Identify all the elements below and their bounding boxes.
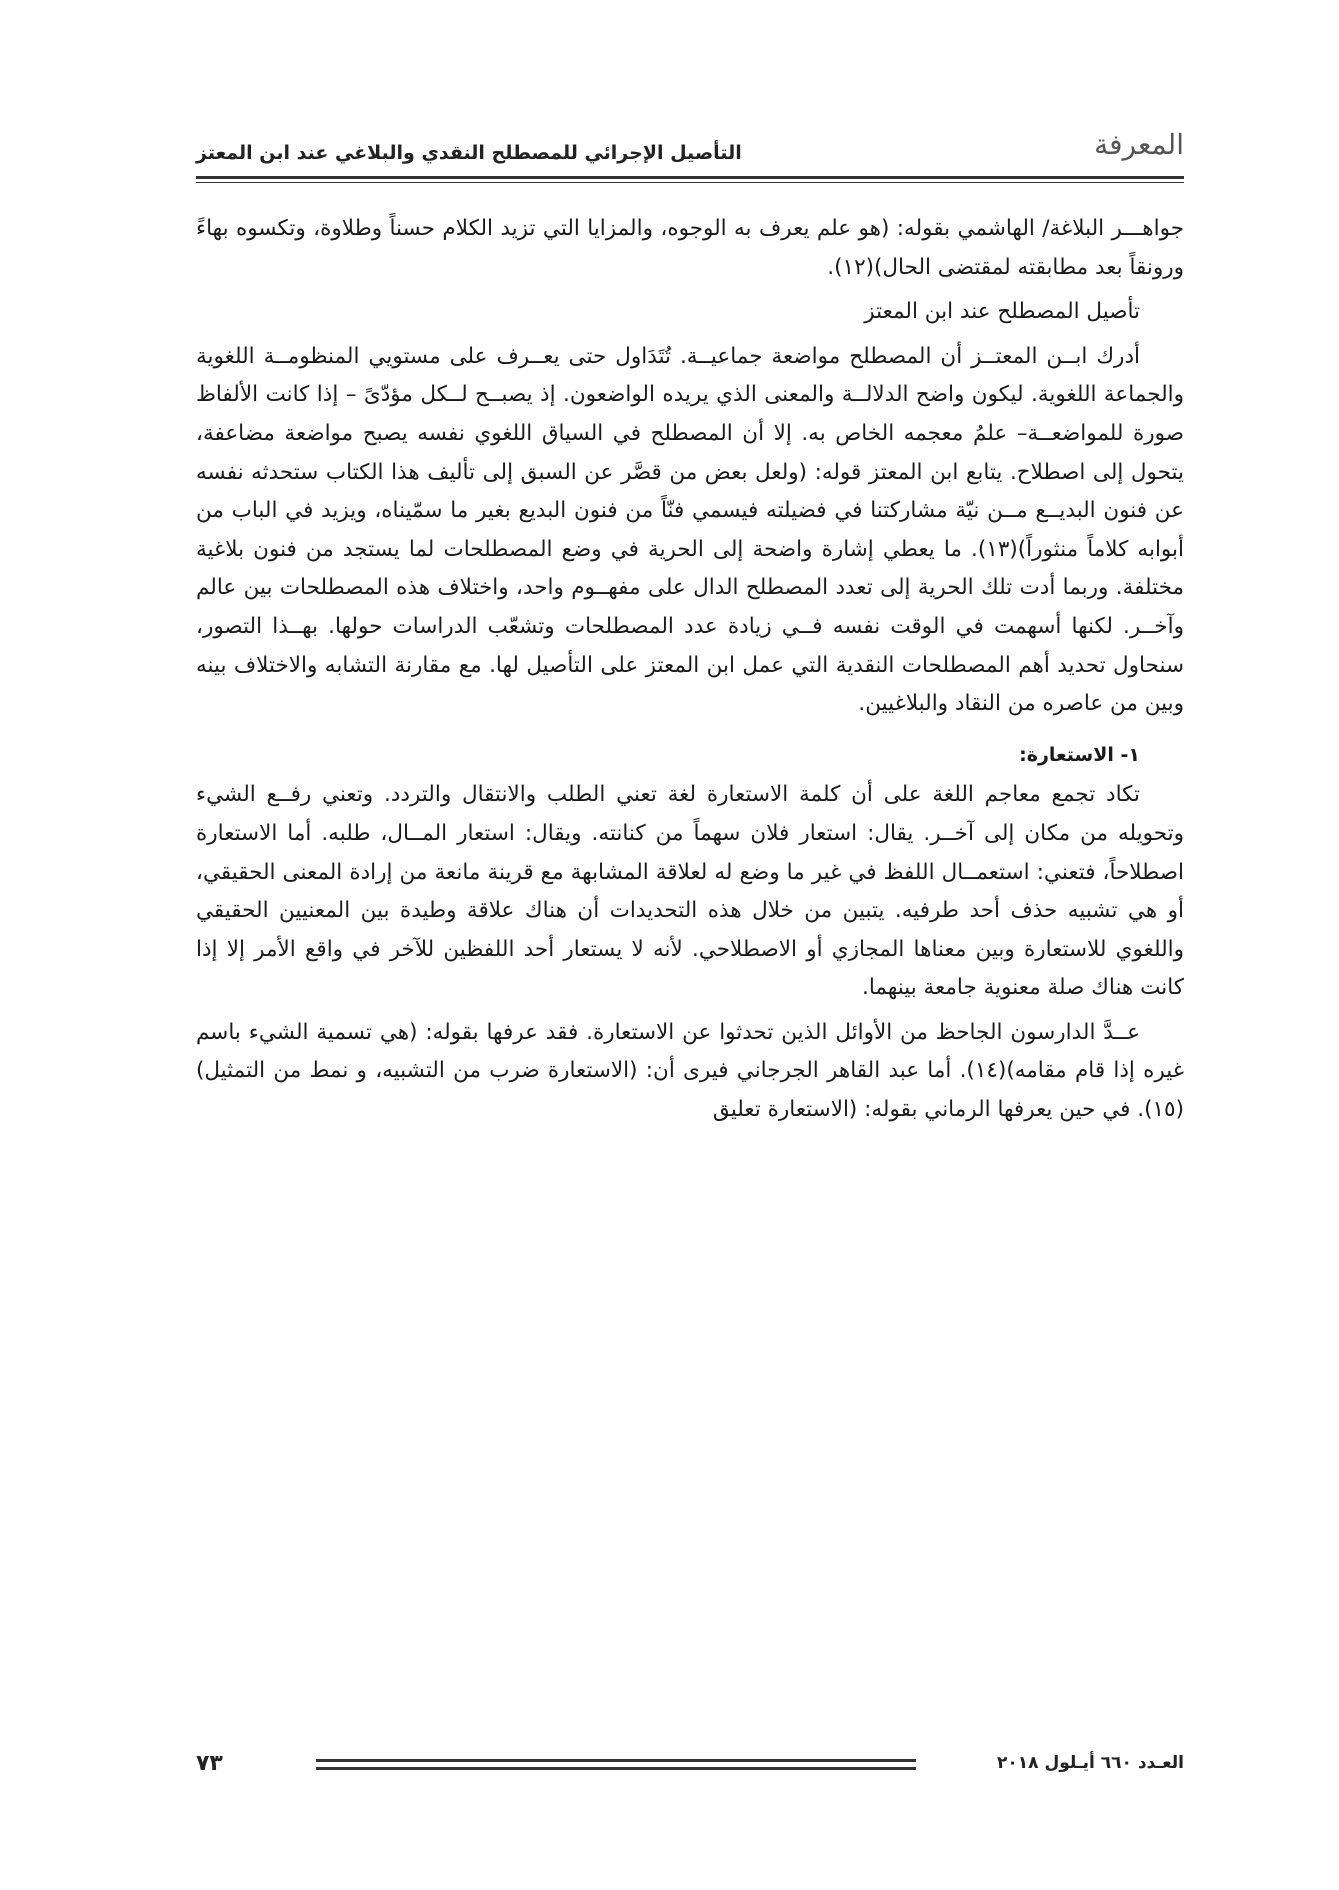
footer-divider <box>316 1759 916 1762</box>
paragraph-2: أدرك ابــن المعتــز أن المصطلح مواضعة جماعيــة. تُتَدَاول حتى يعــرف على مستويي المنظومــة اللغوية والجماعة اللغوية. ليكون واضح الدلالــة والمعنى الذي يريده الواضعون. إذ يصبــح لــكل مؤدّىً – إذا كانت الألفاظ صورة للمواضعــة– علمُ معجمه الخاص به. إلا أن المصطلح في السياق اللغوي نفسه يصبح مواضعة مضاعفة، يتحول إلى اصطلاح. يتابع ابن المعتز قوله: (ولعل بعض من قصَّر عن السبق إلى تأليف هذا الكتاب ستحدثه نفسه عن فنون البديــع مــن نيّة مشاركتنا في فضيلته فيسمي فنّاً من فنون البديع بغير ما سمّيناه، ويزيد في الباب من أبوابه كلاماً منثوراً)(١٣). ما يعطي إشارة واضحة إلى الحرية في وضع المصطلحات لما يستجد من فنون بلاغية مختلفة. وربما أدت تلك الحرية إلى تعدد المصطلح الدال على مفهــوم واحد، واختلاف هذه المصطلحات بين عالم وآخــر. لكنها أسهمت في الوقت نفسه فــي زيادة عدد المصطلحات وتشعّب الدراسات حولها. بهــذا التصور، سنحاول تحديد أهم المصطلحات النقدية التي عمل ابن المعتز على التأصيل لها. مع مقارنة التشابه والاختلاف بينه وبين من عاصره من النقاد والبلاغيين. <box>196 343 1184 717</box>
paragraph-4: عــدَّ الدارسون الجاحظ من الأوائل الذين تحدثوا عن الاستعارة. فقد عرفها بقوله: (هي تسمية الشيء باسم غيره إذا قام مقامه)(١٤). أما عبد القاهر الجرجاني فيرى أن: (الاستعارة ضرب من التشبيه، و نمط من التمثيل)(١٥). في حين يعرفها الرماني بقوله: (الاستعارة تعليق <box>196 1019 1184 1123</box>
article-body <box>196 210 1184 1130</box>
running-title: التأصيل الإجرائي للمصطلح النقدي والبلاغي عند ابن المعتز <box>196 142 742 164</box>
page-footer <box>196 1751 1184 1781</box>
section-heading: ١- الاستعارة: <box>1019 743 1140 766</box>
issue-info: العـدد ٦٦٠ أيـلول ٢٠١٨ <box>997 1753 1184 1773</box>
journal-logo: المعرفة <box>1094 128 1184 161</box>
page-number: ٧٣ <box>196 1751 223 1776</box>
footer-divider-lower <box>316 1767 916 1770</box>
header-divider-thin <box>196 182 1184 183</box>
paragraph-1: جواهـــر البلاغة/ الهاشمي بقوله: (هو علم يعرف به الوجوه، والمزايا التي تزيد الكلام حسناً وطلاوة، وتكسوه بهاءً ورونقاً بعد مطابقته لمقتضى الحال)(١٢). <box>196 216 1184 280</box>
subheading: تأصيل المصطلح عند ابن المعتز <box>864 299 1140 325</box>
header-divider <box>196 176 1184 179</box>
page-header <box>196 128 1184 174</box>
paragraph-3: تكاد تجمع معاجم اللغة على أن كلمة الاستعارة لغة تعني الطلب والانتقال والتردد. وتعني رفــع الشيء وتحويله من مكان إلى آخــر. يقال: استعار فلان سهماً من كنانته. ويقال: استعار المــال، طلبه. أما الاستعارة اصطلاحاً، فتعني: استعمــال اللفظ في غير ما وضع له لعلاقة المشابهة مع قرينة مانعة من إرادة المعنى الحقيقي، أو هي تشبيه حذف أحد طرفيه. يتبين من خلال هذه التحديدات أن هناك علاقة وطيدة بين المعنيين الحقيقي واللغوي للاستعارة وبين معناها المجازي أو الاصطلاحي. لأنه لا يستعار أحد اللفظين للآخر في واقع الأمر إلا إذا كانت هناك صلة معنوية جامعة بينهما. <box>196 782 1184 1001</box>
